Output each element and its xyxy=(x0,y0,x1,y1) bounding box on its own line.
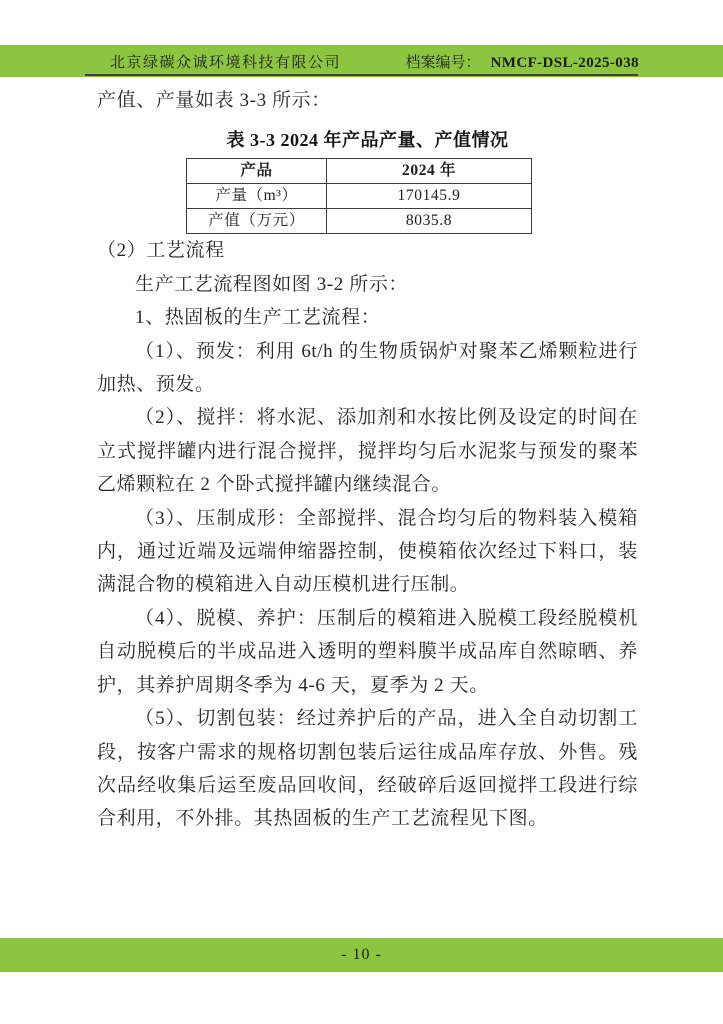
paragraph-step-4: （4）、脱模、养护：压制后的模箱进入脱模工段经脱模机自动脱模后的半成品进入透明的塑料膜半成品库自然晾晒、养护，其养护周期冬季为 4-6 天，夏季为 2 天。 xyxy=(97,607,638,696)
paragraph-flow-intro: 生产工艺流程图如图 3-2 所示： xyxy=(135,273,409,295)
paragraph-intro: 产值、产量如表 3-3 所示： xyxy=(97,90,331,111)
page-header xyxy=(0,45,723,77)
paragraph-step-5: （5）、切割包装：经过养护后的产品，进入全自动切割工段，按客户需求的规格切割包装后运往成品库存放、外售。残次品经收集后运至废品回收间，经破碎后返回搅拌工段进行综合利用，不外排。其热固板的生产工艺流程见下图。 xyxy=(97,708,638,830)
paragraph-step-3: （3）、压制成形：全部搅拌、混合均匀后的物料装入模箱内，通过近端及远端伸缩器控制，使模箱依次经过下料口，装满混合物的模箱进入自动压模机进行压制。 xyxy=(97,507,638,596)
list-heading: 1、热固板的生产工艺流程： xyxy=(135,307,381,329)
table-cell-output-value: 170145.9 xyxy=(327,184,532,209)
company-name: 北京绿碳众诚环境科技有限公司 xyxy=(110,54,342,71)
header-band xyxy=(0,45,723,77)
table-header-product: 产品 xyxy=(187,159,327,184)
table-cell-value-label: 产值（万元） xyxy=(187,209,327,234)
table-header-row xyxy=(187,159,532,184)
footer-band xyxy=(0,938,723,972)
table-cell-value-value: 8035.8 xyxy=(327,209,532,234)
archive-number: NMCF-DSL-2025-038 xyxy=(490,54,639,71)
paragraph-step-1: （1）、预发：利用 6t/h 的生物质锅炉对聚苯乙烯颗粒进行加热、预发。 xyxy=(97,340,638,396)
archive-label: 档案编号： xyxy=(405,54,481,71)
header-rule xyxy=(85,74,638,76)
document-body xyxy=(97,84,638,836)
table-row xyxy=(187,209,532,234)
production-table xyxy=(186,158,532,234)
table-header-year: 2024 年 xyxy=(327,159,532,184)
table-cell-output-label: 产量（m³） xyxy=(187,184,327,209)
page-number: - 10 - xyxy=(341,946,382,963)
section-heading-process: （2）工艺流程 xyxy=(97,240,225,262)
paragraph-step-2: （2）、搅拌：将水泥、添加剂和水按比例及设定的时间在立式搅拌罐内进行混合搅拌，搅拌均匀后水泥浆与预发的聚苯乙烯颗粒在 2 个卧式搅拌罐内继续混合。 xyxy=(97,407,638,496)
table-title: 表 3-3 2024 年产品产量、产值情况 xyxy=(226,130,509,151)
archive-number-group xyxy=(406,51,639,72)
table-row xyxy=(187,184,532,209)
